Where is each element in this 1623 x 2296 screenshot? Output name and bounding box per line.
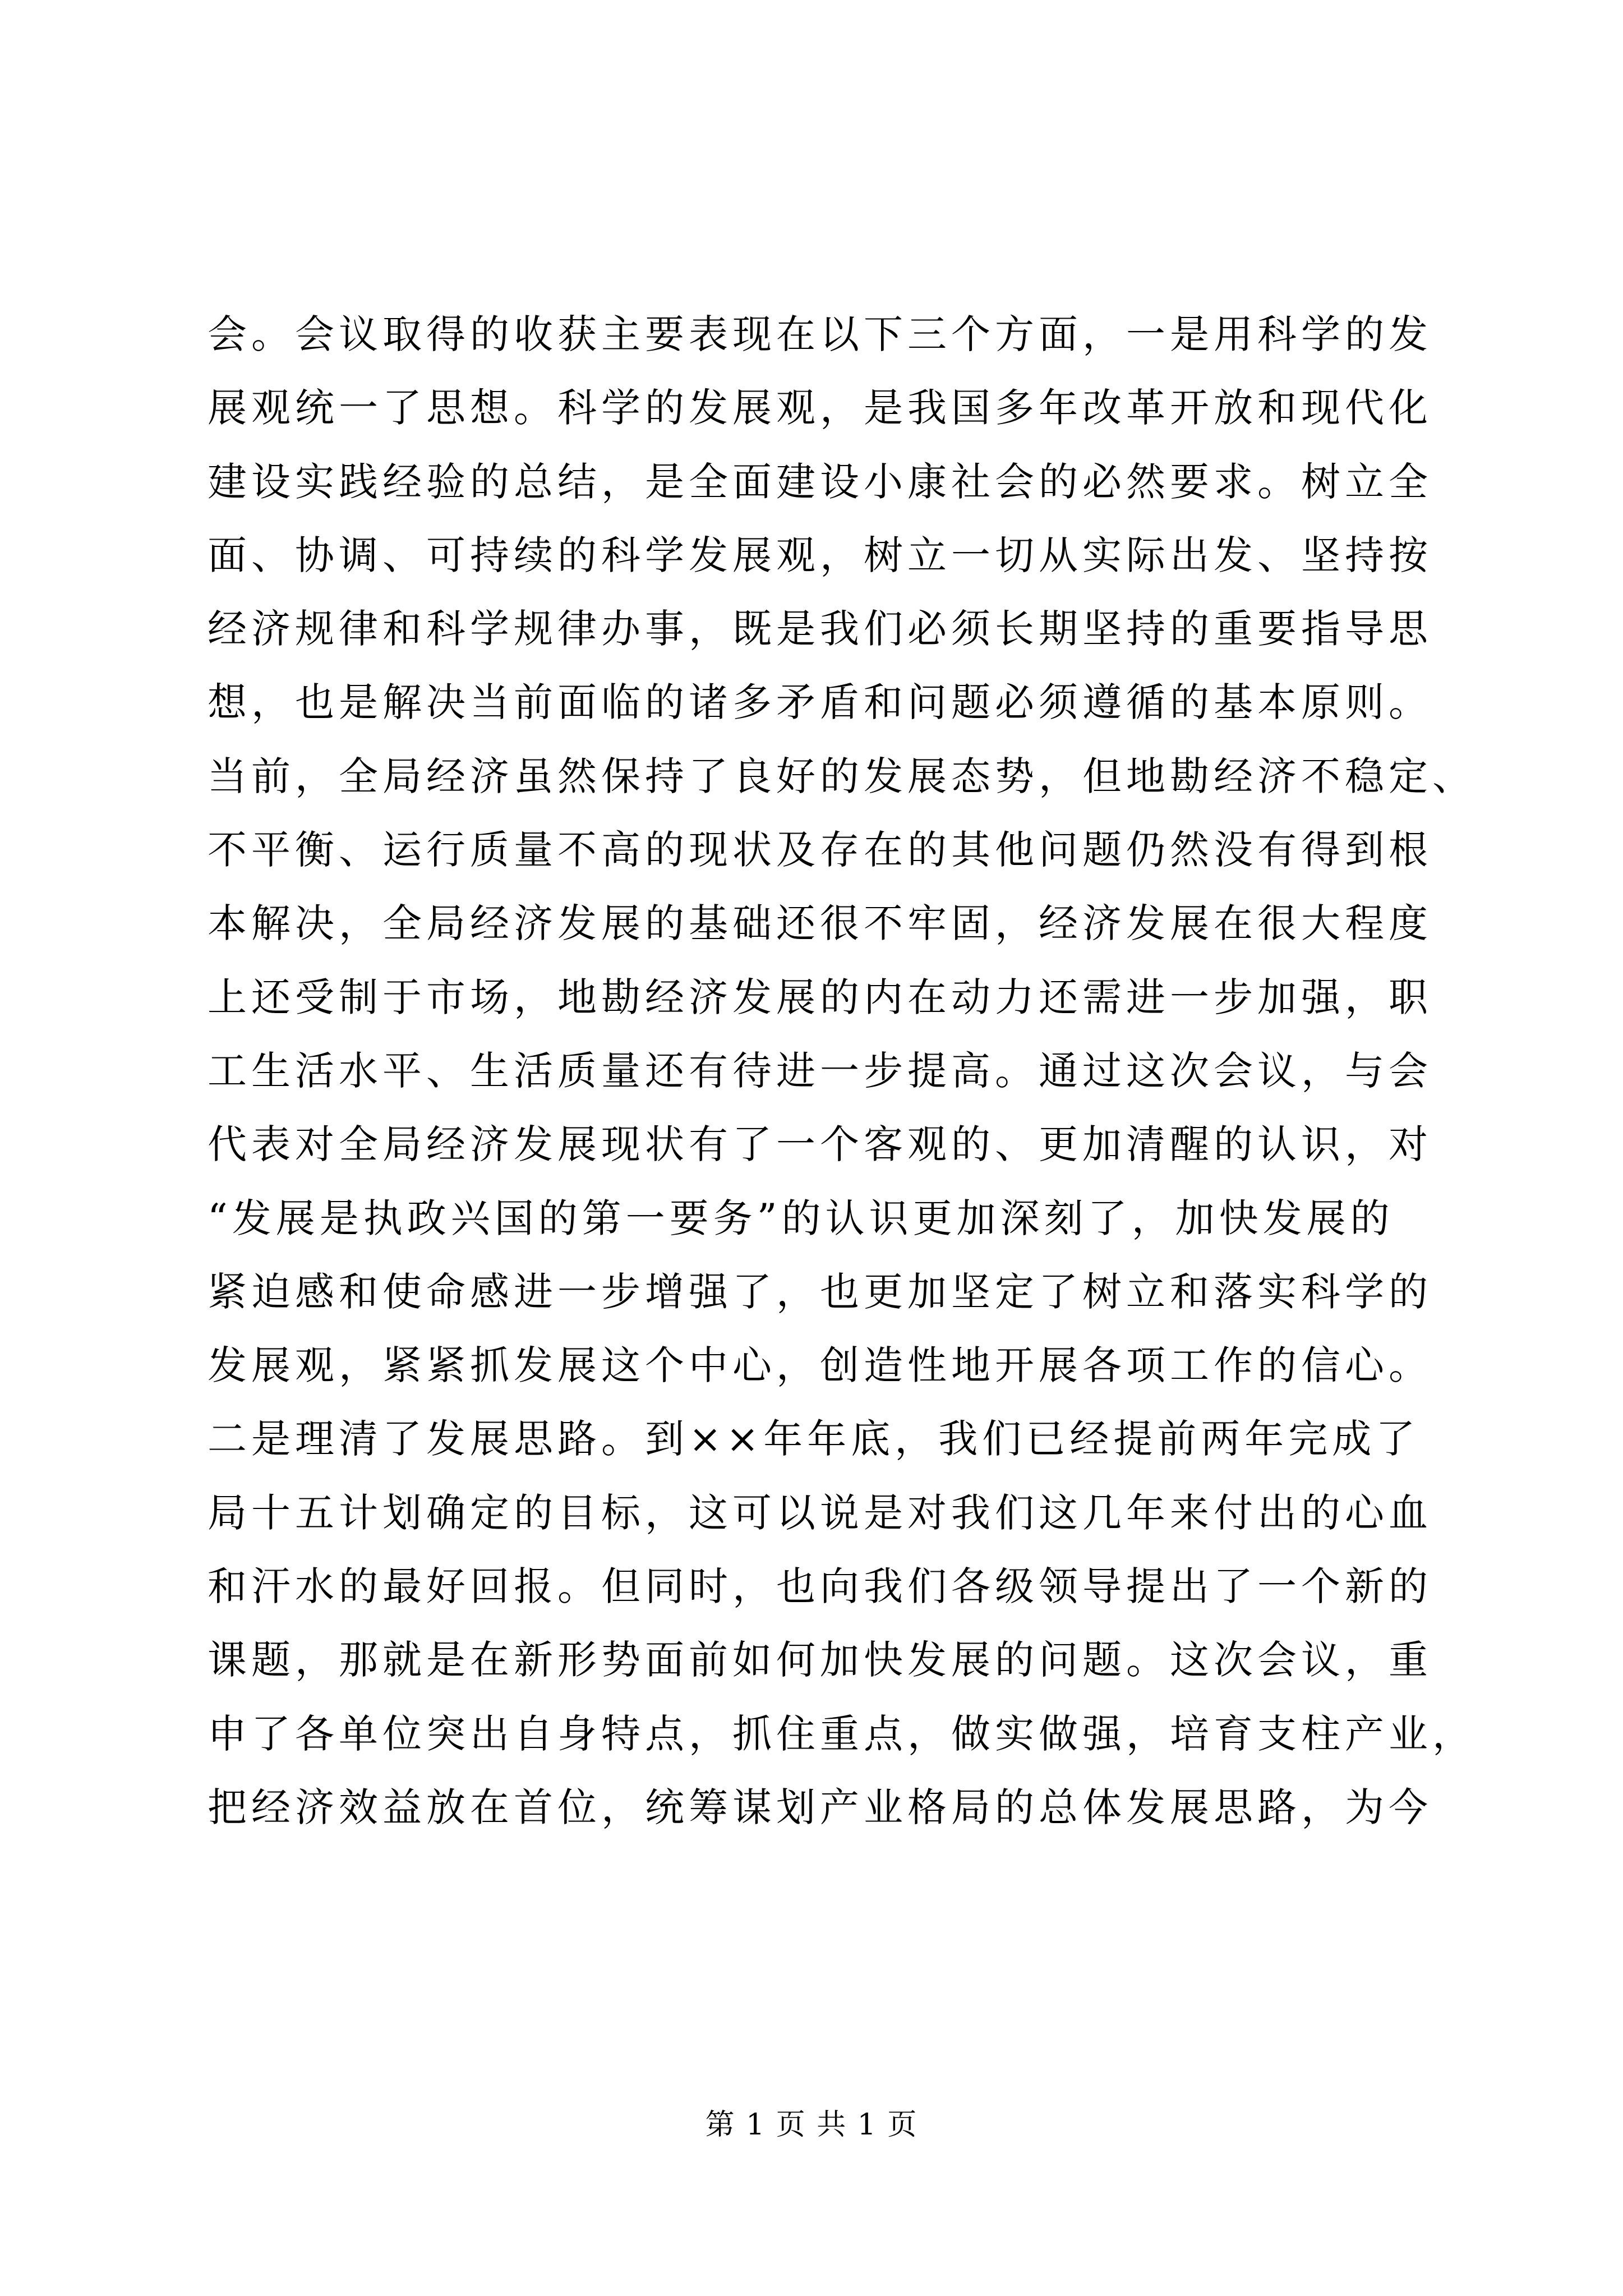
text-line: 面、协调、可持续的科学发展观，树立一切从实际出发、坚持按 xyxy=(208,532,1432,578)
text-line: 工生活水平、生活质量还有待进一步提高。通过这次会议，与会 xyxy=(208,1047,1432,1094)
text-line: 经济规律和科学规律办事，既是我们必须长期坚持的重要指导思 xyxy=(208,606,1432,652)
text-line: 代表对全局经济发展现状有了一个客观的、更加清醒的认识，对 xyxy=(208,1121,1432,1168)
text-line: 当前，全局经济虽然保持了良好的发展态势，但地勘经济不稳定、 xyxy=(208,753,1476,799)
text-line: 不平衡、运行质量不高的现状及存在的其他问题仍然没有得到根 xyxy=(208,827,1432,873)
text-line: 想，也是解决当前面临的诸多矛盾和问题必须遵循的基本原则。 xyxy=(208,679,1432,726)
text-line: 把经济效益放在首位，统筹谋划产业格局的总体发展思路，为今 xyxy=(208,1784,1432,1830)
body-text xyxy=(208,298,1476,1844)
text-line: 课题，那就是在新形势面前如何加快发展的问题。这次会议，重 xyxy=(208,1637,1432,1683)
text-line: “发展是执政兴国的第一要务”的认识更加深刻了，加快发展的 xyxy=(208,1195,1394,1241)
text-line: 本解决，全局经济发展的基础还很不牢固，经济发展在很大程度 xyxy=(208,900,1432,947)
text-line: 紧迫感和使命感进一步增强了，也更加坚定了树立和落实科学的 xyxy=(208,1268,1432,1315)
text-line: 上还受制于市场，地勘经济发展的内在动力还需进一步加强，职 xyxy=(208,974,1432,1020)
text-line: 会。会议取得的收获主要表现在以下三个方面，一是用科学的发 xyxy=(208,311,1432,357)
text-line: 建设实践经验的总结，是全面建设小康社会的必然要求。树立全 xyxy=(208,458,1432,505)
text-line: 二是理清了发展思路。到××年年底，我们已经提前两年完成了 xyxy=(208,1416,1420,1462)
text-line: 发展观，紧紧抓发展这个中心，创造性地开展各项工作的信心。 xyxy=(208,1342,1432,1389)
text-line: 局十五计划确定的目标，这可以说是对我们这几年来付出的心血 xyxy=(208,1489,1432,1536)
text-line: 申了各单位突出自身特点，抓住重点，做实做强，培育支柱产业， xyxy=(208,1710,1476,1757)
text-line: 展观统一了思想。科学的发展观，是我国多年改革开放和现代化 xyxy=(208,385,1432,431)
text-line: 和汗水的最好回报。但同时，也向我们各级领导提出了一个新的 xyxy=(208,1563,1432,1610)
page-number-footer: 第 1 页 共 1 页 xyxy=(705,2108,918,2142)
